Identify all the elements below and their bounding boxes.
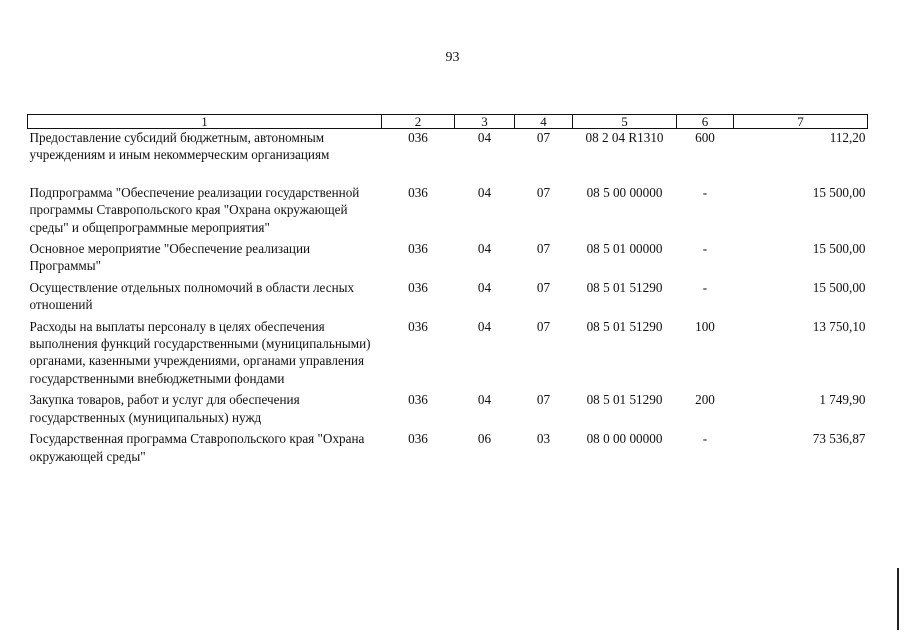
row-expense-type: 200 (695, 392, 715, 408)
table-row (28, 184, 868, 240)
row-subsection-code: 07 (536, 184, 551, 200)
row-ministry-code: 036 (408, 318, 428, 334)
row-subsection-code: 07 (536, 241, 551, 257)
row-amount: 15 500,00 (812, 279, 866, 295)
table-row (28, 240, 868, 279)
row-section-code: 04 (477, 279, 492, 295)
row-target-code: 08 5 01 51290 (586, 318, 663, 334)
column-header-6: 6 (677, 115, 734, 129)
column-header-4: 4 (515, 115, 573, 129)
row-name: Расходы на выплаты персоналу в целях обеспечения выполнения функций государственными (муниципальными) органами, казенными учреждениями, органами управления государственными внебюджетными фондами (29, 318, 371, 386)
row-expense-type: 100 (695, 318, 715, 334)
row-expense-type: 600 (695, 130, 715, 145)
row-ministry-code: 036 (408, 431, 428, 447)
row-name: Подпрограмма "Обеспечение реализации государственной программы Ставропольского края "Охрана окружающей среды" и общепрограммные мероприятия" (29, 184, 360, 235)
row-ministry-code: 036 (408, 184, 428, 200)
row-name: Осуществление отдельных полномочий в области лесных отношений (29, 279, 355, 313)
row-target-code: 08 5 01 00000 (586, 241, 663, 257)
row-section-code: 04 (477, 392, 492, 408)
row-name: Основное мероприятие "Обеспечение реализации Программы" (29, 241, 311, 274)
row-section-code: 04 (477, 241, 492, 257)
row-section-code: 06 (477, 431, 492, 447)
header-row (28, 115, 868, 129)
table-row (28, 318, 868, 392)
row-expense-type: - (702, 431, 708, 447)
column-header-3: 3 (455, 115, 515, 129)
column-header-2: 2 (382, 115, 455, 129)
row-ministry-code: 036 (408, 392, 428, 408)
row-amount: 15 500,00 (812, 241, 866, 257)
scan-edge-mark (897, 568, 899, 630)
row-target-code: 08 2 04 R1310 (585, 130, 664, 145)
row-subsection-code: 07 (536, 279, 551, 295)
row-ministry-code: 036 (408, 130, 428, 145)
row-expense-type: - (702, 184, 708, 200)
row-target-code: 08 5 01 51290 (586, 279, 663, 295)
row-expense-type: - (702, 279, 708, 295)
row-expense-type: - (702, 241, 708, 257)
row-section-code: 04 (477, 130, 492, 145)
row-section-code: 04 (477, 184, 492, 200)
row-subsection-code: 03 (536, 431, 551, 447)
column-header-1: 1 (28, 115, 382, 129)
row-subsection-code: 07 (536, 392, 551, 408)
page-number: 93 (445, 50, 460, 65)
row-name: Закупка товаров, работ и услуг для обеспечения государственных (муниципальных) нужд (29, 392, 300, 425)
column-header-5: 5 (573, 115, 677, 129)
row-amount: 13 750,10 (812, 318, 866, 334)
row-ministry-code: 036 (408, 279, 428, 295)
row-amount: 1 749,90 (819, 392, 866, 408)
row-target-code: 08 0 00 00000 (586, 431, 663, 447)
row-ministry-code: 036 (408, 241, 428, 257)
table-row (28, 430, 868, 469)
row-amount: 112,20 (829, 130, 866, 145)
table-row (28, 129, 868, 184)
row-subsection-code: 07 (536, 130, 551, 145)
row-section-code: 04 (477, 318, 492, 334)
row-amount: 73 536,87 (812, 431, 866, 447)
row-target-code: 08 5 00 00000 (586, 184, 663, 200)
row-subsection-code: 07 (536, 318, 551, 334)
row-name: Предоставление субсидий бюджетным, автономным учреждениям и иным некоммерческим организациям (29, 130, 330, 163)
budget-table (27, 114, 868, 469)
table-row (28, 391, 868, 430)
row-amount: 15 500,00 (812, 184, 866, 200)
column-header-7: 7 (734, 115, 868, 129)
table-row (28, 279, 868, 318)
row-name: Государственная программа Ставропольского края "Охрана окружающей среды" (29, 431, 365, 464)
row-target-code: 08 5 01 51290 (586, 392, 663, 408)
